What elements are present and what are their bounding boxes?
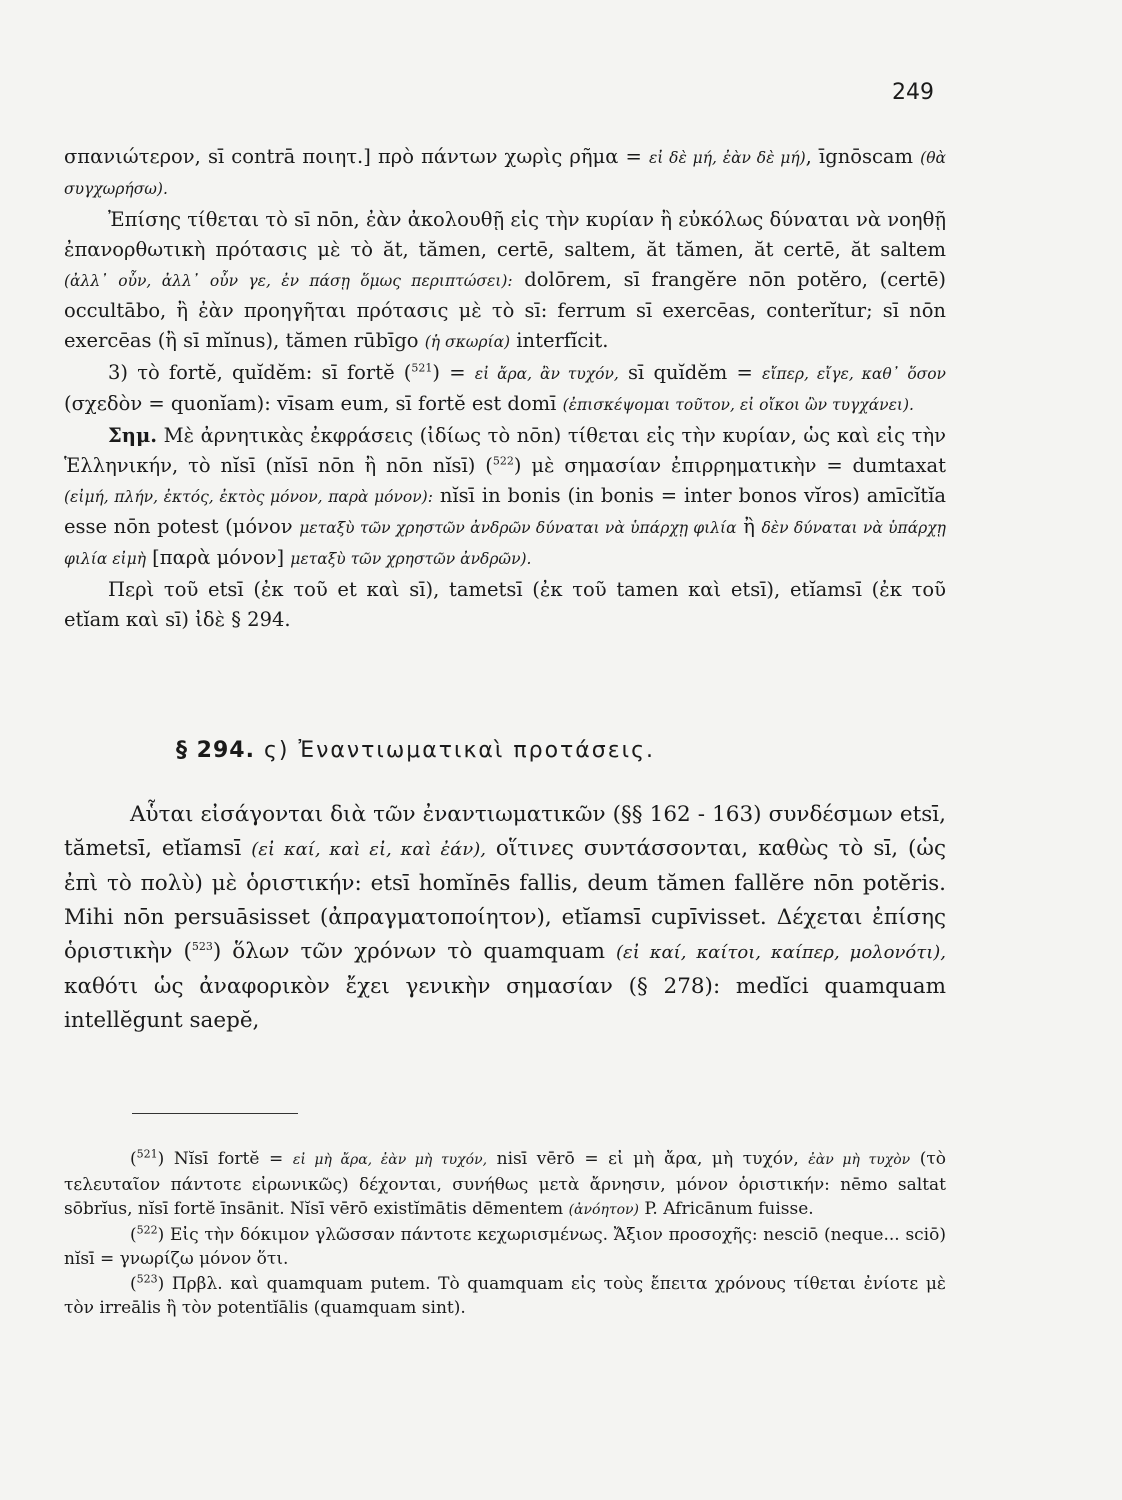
footnote — [64, 1272, 946, 1321]
text-run: P. Africānum fuisse. — [638, 1199, 814, 1219]
text-run: ( — [130, 1224, 137, 1245]
italic-text: εἰ μὴ ἄρα, ἐὰν μὴ τυχόν, — [292, 1152, 488, 1168]
text-run: Μὲ ἀρνητικὰς ἐκφράσεις (ἰδίως τὸ nōn) τίθεται εἰς τὴν κυρίαν, ὡς καὶ εἰς τὴν Ἑλληνικήν, τὸ nĭsī (nĭsī nōn ἢ nōn nĭsī) ( — [64, 424, 946, 477]
text-run: ( — [130, 1149, 137, 1169]
italic-text: (ἀνόητον) — [568, 1202, 639, 1218]
text-run: ( — [130, 1273, 137, 1294]
italic-text: (εἰ καί, καὶ εἰ, καὶ ἐάν), — [251, 839, 486, 860]
paragraph — [64, 142, 946, 204]
paragraph — [64, 575, 946, 635]
text-run: (σχεδὸν = quonĭam): vīsam eum, sī fortĕ est domī — [64, 392, 563, 415]
text-run: Αὗται εἰσάγονται διὰ τῶν ἐναντιωματικῶν (§§ 162 - 163) συνδέσμων etsī, tămetsī, etĭamsī — [64, 802, 946, 861]
footnote-divider — [132, 1113, 298, 1114]
text-run: Περὶ τοῦ etsī (ἐκ τοῦ et καὶ sī), tametsī (ἐκ τοῦ tamen καὶ etsī), etĭamsī (ἐκ τοῦ etĭam καὶ sī) ἰδὲ § 294. — [64, 578, 946, 631]
italic-text: (ἀλλ᾿ οὖν, ἀλλ᾿ οὖν γε, ἐν πάσῃ ὅμως περιπτώσει): — [64, 272, 513, 290]
italic-text: (εἰμή, πλήν, ἐκτός, ἐκτὸς μόνον, παρὰ μόνον): — [64, 488, 433, 506]
italic-text: εἴπερ, εἴγε, καθ᾿ ὅσον — [762, 365, 946, 383]
text-run: , īgnōscam — [805, 145, 921, 168]
text-run: ) Πρβλ. καὶ quamquam putem. Τὸ quamquam εἰς τοὺς ἔπειτα χρόνους τίθεται ἐνίοτε μὲ τὸν irreālis ἢ τὸν potentĭālis (quamquam sint). — [64, 1273, 946, 1318]
italic-text: εἰ ἄρα, ἂν τυχόν, — [474, 365, 619, 383]
text-run: Ἐπίσης τίθεται τὸ sī nōn, ἐὰν ἀκολουθῇ εἰς τὴν κυρίαν ἢ εὐκόλως δύναται νὰ νοηθῇ ἐπανορθωτικὴ πρότασις μὲ τὸ ăt, tămen, certē, saltem, ăt tămen, ăt certē, ăt saltem — [64, 208, 946, 261]
footnote-ref: 523 — [191, 939, 213, 953]
footnote-ref: 521 — [136, 1147, 158, 1161]
italic-text: ἐὰν μὴ τυχὸν — [808, 1152, 911, 1168]
text-run: οἵτινες συντάσσονται, καθὼς τὸ sī, (ὡς ἐπὶ τὸ πολὺ) μὲ ὁριστικήν: etsī homĭnēs fallis, deum tămen fallĕre nōn potĕris. Mihi nōn persuāsisset (ἀπραγματοποίητον), etĭamsī cupīvisset. Δέχεται ἐπίσης ὁριστικὴν ( — [64, 836, 946, 964]
italic-text: (εἰ καί, καίτοι, καίπερ, μολονότι), — [616, 942, 946, 963]
paragraph — [64, 358, 946, 420]
footnote-ref: 522 — [136, 1222, 158, 1236]
italic-text: μεταξὺ τῶν χρηστῶν ἀνδρῶν). — [290, 550, 532, 568]
text-run: ) Nĭsī fortĕ = — [157, 1149, 293, 1169]
footnote-ref: 523 — [136, 1271, 158, 1285]
text-run: nisī vērō = εἰ μὴ ἄρα, μὴ τυχόν, — [487, 1149, 809, 1169]
footnotes — [64, 1147, 946, 1321]
text-run: [παρὰ μόνον] — [145, 546, 291, 569]
text-run: σπανιώτερον, sī contrā ποιητ.] πρὸ πάντων χωρὶς ρῆμα = — [64, 145, 649, 168]
section-number: § 294. — [176, 738, 255, 763]
note-paragraph — [64, 421, 946, 574]
text-run: ) ὅλων τῶν χρόνων τὸ quamquam — [212, 939, 617, 964]
italic-text: δὲν δύναται νὰ ὑπάρχῃ φιλία εἰμὴ — [64, 519, 946, 568]
italic-text: (ἐπισκέψομαι τοῦτον, εἰ οἴκοι ὢν τυγχάνει). — [562, 396, 914, 414]
text-run: interfĭcit. — [510, 329, 609, 352]
italic-text: εἰ δὲ μή, ἐὰν δὲ μή) — [648, 149, 806, 167]
text-run: nĭsī in bonis (in bonis = inter bonos vĭros) amīcĭtĭa esse nōn potest (μόνον — [64, 484, 946, 538]
footnote-ref: 521 — [411, 361, 433, 375]
italic-text: (ἡ σκωρία) — [424, 333, 511, 351]
text-run: 3) τὸ fortĕ, quĭdĕm: sī fortĕ ( — [108, 361, 412, 384]
text-run: sī quĭdĕm = — [618, 361, 762, 384]
text-run: ) = — [432, 361, 475, 384]
section-title: ς) Ἐναντιωματικαὶ προτάσεις. — [263, 738, 655, 763]
section-heading — [176, 738, 956, 763]
text-run: (τὸ τελευταῖον πάντοτε εἰρωνικῶς) δέχονται, συνήθως μετὰ ἄρνησιν, μόνον ὁριστικήν: nēmo saltat sōbrĭus, nĭsī fortĕ īnsānit. Nĭsī vērō existĭmātis dēmentem — [64, 1149, 947, 1219]
text-run: ἢ — [736, 515, 762, 538]
section-body — [64, 798, 946, 1038]
text-run: dolōrem, sī frangĕre nōn potĕro, (certē) occultābo, ἢ ἐὰν προηγῆται πρότασις μὲ τὸ sī: ferrum sī exercēas, conterĭtur; sī nōn exercēas (ἢ sī mĭnus), tămen rūbīgo — [64, 268, 946, 352]
page-number: 249 — [892, 80, 934, 105]
main-text — [64, 142, 946, 635]
text-run: ) μὲ σημασίαν ἐπιρρηματικὴν = dumtaxat — [513, 454, 946, 477]
text-run: καθότι ὡς ἀναφορικὸν ἔχει γενικὴν σημασίαν (§ 278): medĭci quamquam intellĕgunt saepĕ, — [64, 974, 946, 1033]
italic-text: (θὰ συγχωρήσω). — [64, 149, 946, 198]
text-run: ) Εἰς τὴν δόκιμον γλῶσσαν πάντοτε κεχωρισμένως. Ἄξιον προσοχῆς: nesciō (neque... sciō) nĭsī = γνωρίζω μόνον ὅτι. — [64, 1224, 946, 1269]
text-run: Σημ. — [108, 424, 158, 447]
footnote — [64, 1147, 946, 1223]
section-paragraph — [64, 798, 946, 1038]
footnote-ref: 522 — [492, 454, 514, 468]
paragraph — [64, 205, 946, 357]
italic-text: μεταξὺ τῶν χρηστῶν ἀνδρῶν δύναται νὰ ὑπάρχῃ φιλία — [299, 519, 737, 537]
footnote — [64, 1223, 946, 1272]
